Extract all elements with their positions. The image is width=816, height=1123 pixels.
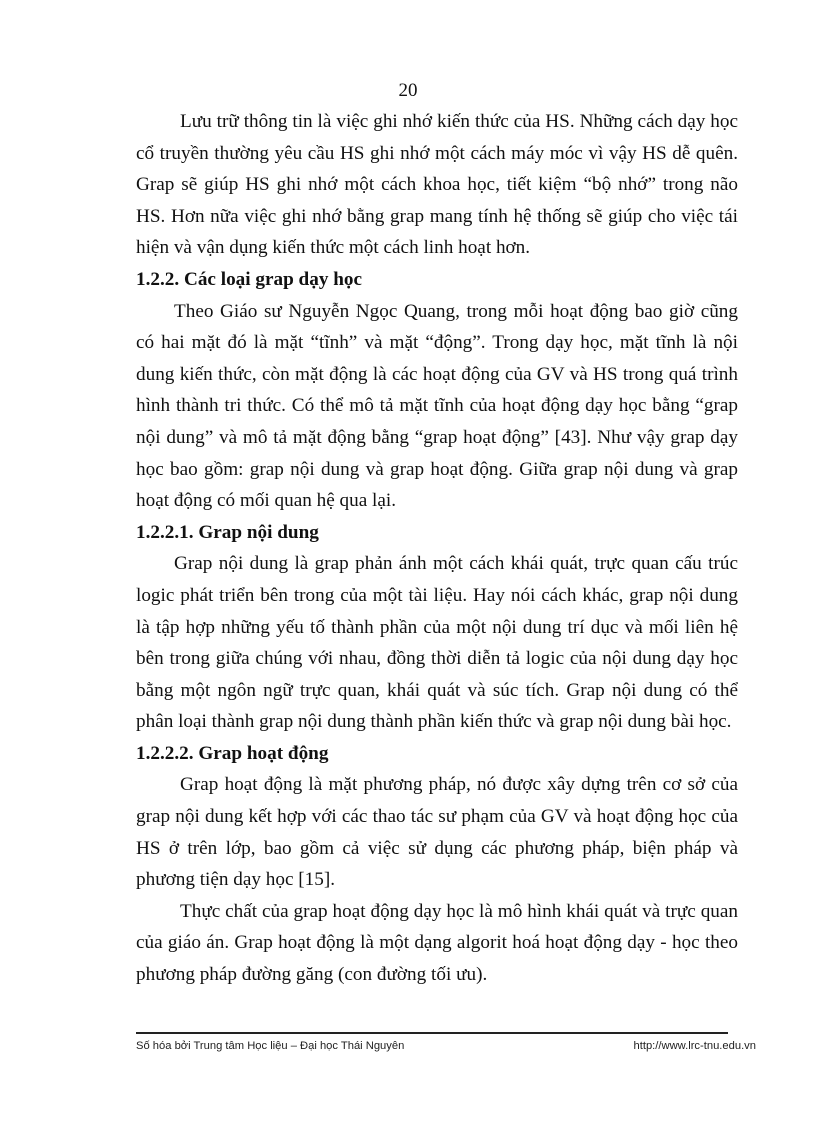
footer-source: Số hóa bởi Trung tâm Học liệu – Đại học Thái Nguyên	[136, 1040, 405, 1052]
main-content	[136, 106, 738, 991]
paragraph-activity-graph: Grap hoạt động là mặt phương pháp, nó được xây dựng trên cơ sở của grap nội dung kết hợp với các thao tác sư phạm của GV và hoạt động học của HS ở trên lớp, bao gồm cả việc sử dụng các phương pháp, biện pháp và phương tiện dạy học [15].	[136, 774, 738, 891]
heading-1-2-2-1: 1.2.2.1. Grap nội dung	[136, 521, 319, 543]
footer-url: http://www.lrc-tnu.edu.vn	[633, 1040, 756, 1052]
heading-1-2-2-2: 1.2.2.2. Grap hoạt động	[136, 742, 329, 764]
paragraph-activity-graph-essence: Thực chất của grap hoạt động dạy học là mô hình khái quát và trực quan của giáo án. Grap hoạt động là một dạng algorit hoá hoạt động dạy - học theo phương pháp đường găng (con đường tối ưu).	[136, 900, 738, 986]
paragraph-content-graph: Grap nội dung là grap phản ánh một cách khái quát, trực quan cấu trúc logic phát triển bên trong của một tài liệu. Hay nói cách khác, grap nội dung là tập hợp những yếu tố thành phần của một nội dung trí dục và mối liên hệ bên trong giữa chúng với nhau, đồng thời diễn tả logic của nội dung dạy học bằng một ngôn ngữ trực quan, khái quát và súc tích. Grap nội dung có thể phân loại thành grap nội dung thành phần kiến thức và grap nội dung bài học.	[136, 553, 738, 733]
paragraph-information-storage: Lưu trữ thông tin là việc ghi nhớ kiến thức của HS. Những cách dạy học cổ truyền thường yêu cầu HS ghi nhớ một cách máy móc vì vậy HS dễ quên. Grap sẽ giúp HS ghi nhớ một cách khoa học, tiết kiệm “bộ nhớ” trong não HS. Hơn nữa việc ghi nhớ bằng grap mang tính hệ thống sẽ giúp cho việc tái hiện và vận dụng kiến thức một cách linh hoạt hơn.	[136, 111, 738, 259]
paragraph-static-dynamic: Theo Giáo sư Nguyễn Ngọc Quang, trong mỗi hoạt động bao giờ cũng có hai mặt đó là mặt “tĩnh” và mặt “động”. Trong dạy học, mặt tĩnh là nội dung kiến thức, còn mặt động là các hoạt động của GV và HS trong quá trình hình thành tri thức. Có thể mô tả mặt tĩnh của hoạt động dạy học bằng “grap nội dung” và mô tả mặt động bằng “grap hoạt động” [43]. Như vậy grap dạy học bao gồm: grap nội dung và grap hoạt động. Giữa grap nội dung và grap hoạt động có mối quan hệ qua lại.	[136, 300, 738, 512]
heading-1-2-2: 1.2.2. Các loại grap dạy học	[136, 268, 362, 290]
page-number: 20	[398, 80, 418, 101]
footer-divider	[136, 1032, 728, 1034]
